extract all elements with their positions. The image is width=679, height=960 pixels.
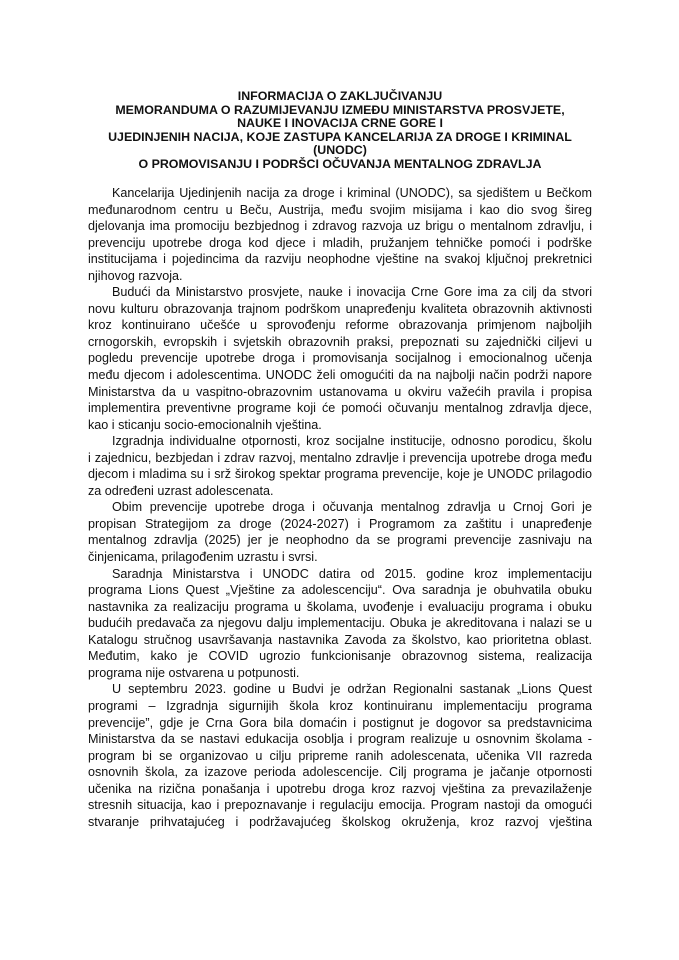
paragraph-line: kroz kontinuirano učešće u sprovođenju reforme obrazovanja primjenom najboljih <box>88 318 592 333</box>
paragraph-line: Ministarstva da se nastavi edukacija osoblja i program realizuje u osnovnim školama - <box>88 732 592 747</box>
paragraph-line: prevencije”, gdje je Crna Gora bila domaćin i postignut je dogovor sa predstavnicima <box>88 715 592 730</box>
title-line: INFORMACIJA O ZAKLJUČIVANJU <box>237 89 443 103</box>
paragraph-line: U septembru 2023. godine u Budvi je održan Regionalni sastanak „Lions Quest <box>112 682 592 697</box>
paragraph-line: Obim prevencije upotrebe droga i očuvanja mentalnog zdravlja u Crnoj Gori je <box>112 500 592 515</box>
paragraph-line: Kancelarija Ujedinjenih nacija za droge i kriminal (UNODC), sa sjedištem u Bečkom <box>112 186 592 200</box>
paragraph <box>88 433 592 499</box>
paragraph-line: program bi se organizovao u cilju pripreme ranih adolescenata, učenika VII razreda <box>88 748 592 763</box>
paragraph-line: djelovanja ima promociju bezbjednog i zdravog razvoja uz brigu o mentalnom zdravlju, i <box>88 219 592 234</box>
paragraph <box>88 566 592 682</box>
paragraph <box>88 284 592 433</box>
document-title <box>60 90 620 172</box>
title-line: UJEDINJENIH NACIJA, KOJE ZASTUPA KANCELARIJA ZA DROGE I KRIMINAL <box>108 129 572 144</box>
paragraph-line: implementira preventivne programe koji će pomoći očuvanju mentalnog zdravlja djece, <box>88 401 592 416</box>
paragraph-line: prevenciju upotrebe droga kod djece i mladih, pružanjem tehničke pomoći i podrške <box>88 235 592 250</box>
paragraph-line: mentalnog zdravlja (2025) jer je neophodno da se programi prevencije zasnivaju na <box>88 533 592 548</box>
paragraph-line: budućih predavača za njegovu dalju implementaciju. Obuka je akreditovana i nalazi se u <box>88 616 592 631</box>
paragraph-line: Izgradnja individualne otpornosti, kroz socijalne institucije, odnosno porodicu, školu <box>112 434 592 449</box>
title-line: O PROMOVISANJU I PODRŠCI OČUVANJA MENTALNOG ZDRAVLJA <box>138 156 542 171</box>
paragraph-line: Ministarstva da u vaspitno-obrazovnim ustanovama u okviru važećih pravila i propisa <box>88 384 592 399</box>
paragraph-line: pogledu prevencije upotrebe droga i promovisanja socijalnog i emocionalnog učenja <box>88 351 592 366</box>
paragraph-line: stresnih situacija, kao i prepoznavanje i regulaciju emocija. Program nastoji da omogući <box>88 798 592 813</box>
paragraph-line: crnogorskih, evropskih i svjetskih obrazovnih praksi, prepoznati su zajednički ciljevi u <box>88 334 592 349</box>
paragraph <box>88 185 592 284</box>
paragraph-line: za određeni uzrast adolescenata. <box>88 483 274 498</box>
document-body <box>88 185 592 830</box>
paragraph-line: Saradnja Ministarstva i UNODC datira od 2015. godine kroz implementaciju <box>112 566 592 581</box>
paragraph-line: nastavnika za realizaciju programa u školama, uvođenje i evaluaciju programa i obuku <box>88 599 592 614</box>
paragraph-line: osnovnih škola, za izazove perioda adolescencije. Cilj programa je jačanje otpornosti <box>88 765 592 780</box>
paragraph-line: učenika na rizična ponašanja i upotrebu droga kroz razvoj vještina za prevazilaženje <box>88 781 592 796</box>
paragraph-line: i zajednicu, bezbjedan i zdrav razvoj, mentalno zdravlje i prevencija upotrebe droga među <box>88 450 592 465</box>
paragraph-line: institucijama i pojedincima da razviju neophodne vještine na svakoj ključnoj prekretnici <box>88 252 592 267</box>
paragraph <box>88 681 592 830</box>
paragraph-line: programi – Izgradnja sigurnijih škola kroz kontinuiranu implementaciju programa <box>88 698 592 713</box>
paragraph-line: djecom i mladima su i srž širokog spektar programa prevencije, koje je UNODC prilagodio <box>88 467 592 482</box>
paragraph-line: njihovog razvoja. <box>88 268 183 283</box>
title-line: MEMORANDUMA O RAZUMIJEVANJU IZMEĐU MINISTARSTVA PROSVJETE, <box>115 102 565 117</box>
title-line: (UNODC) <box>313 143 367 158</box>
paragraph <box>88 499 592 565</box>
paragraph-line: programa Lions Quest „Vještine za adolescenciju“. Ova saradnja je obuhvatila obuku <box>88 583 592 598</box>
title-line: NAUKE I INOVACIJA CRNE GORE I <box>237 116 443 131</box>
paragraph-line: međunarodnom centru u Beču, Austrija, među svojim misijama i kao dio svog šireg <box>88 202 592 217</box>
paragraph-line: programa nije ostvarena u potpunosti. <box>88 665 300 680</box>
paragraph-line: kao i sticanju socio-emocionalnih vještina. <box>88 417 322 432</box>
paragraph-line: propisan Strategijom za droge (2024-2027) i Programom za zaštitu i unapređenje <box>88 516 592 531</box>
paragraph-line: Budući da Ministarstvo prosvjete, nauke i inovacija Crne Gore ima za cilj da stvori <box>112 285 592 300</box>
paragraph-line: stvaranje prihvatajućeg i podržavajućeg školskog okruženja, kroz razvoj vještina <box>88 814 592 829</box>
paragraph-line: novu kulturu obrazovanja trajnom podrškom unapređenju kvaliteta obrazovnih aktivnosti <box>88 301 592 316</box>
paragraph-line: Međutim, kako je COVID ugrozio funkcionisanje obrazovnog sistema, realizacija <box>88 649 592 664</box>
paragraph-line: Katalogu stručnog usavršavanja nastavnika Zavoda za školstvo, kao prioritetna oblast. <box>88 632 592 647</box>
paragraph-line: među djecom i adolescentima. UNODC želi omogućiti da na najbolji način podrži napore <box>88 368 592 383</box>
paragraph-line: činjenicama, prilagođenim uzrastu i svrsi. <box>88 550 318 565</box>
